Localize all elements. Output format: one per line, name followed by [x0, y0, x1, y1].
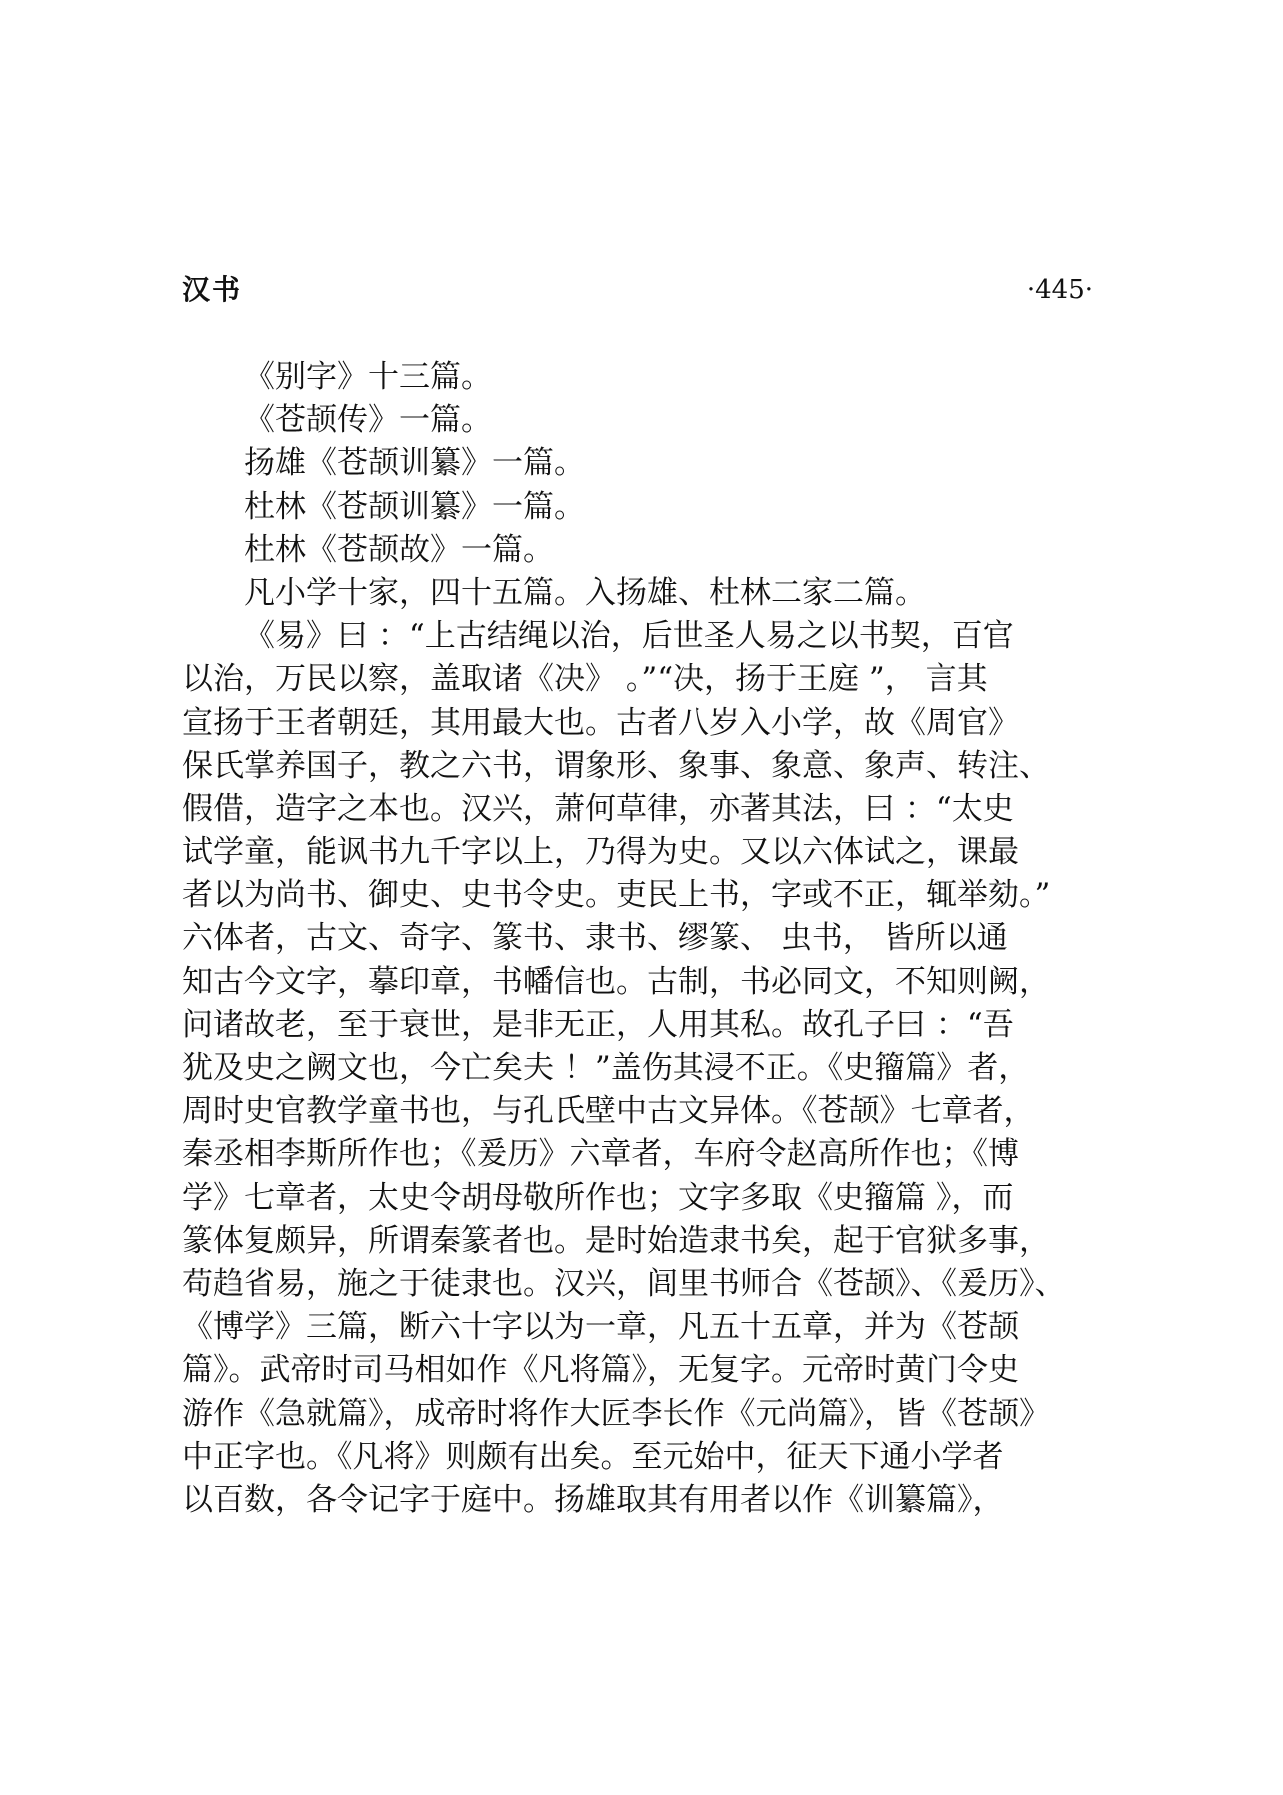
text-line: 者以为尚书、御史、史书令史。吏民上书，字或不正，辄举劾。”: [182, 877, 1051, 914]
text-line: 宣扬于王者朝廷，其用最大也。古者八岁入小学，故《周官》: [182, 704, 1019, 741]
text-line: 《易》曰 ：“上古结绳以治，后世圣人易之以书契，百官: [244, 618, 1014, 655]
text-line: 《博学》三篇，断六十字以为一章，凡五十五章，并为《苍颉: [182, 1309, 1019, 1346]
text-line: 游作《急就篇》，成帝时将作大匠李长作《元尚篇》，皆《苍颉》: [182, 1395, 1050, 1432]
text-line: 篆体复颇异，所谓秦篆者也。是时始造隶书矣，起于官狱多事，: [182, 1222, 1050, 1259]
text-line: 以治，万民以察，盖取诸《决》 。”“决，扬于王庭 ”， 言其: [182, 661, 988, 698]
text-line: 篇》。武帝时司马相如作《凡将篇》，无复字。元帝时黄门令史: [182, 1352, 1019, 1389]
body-text: [182, 356, 1122, 1522]
text-line: 周时史官教学童书也，与孔氏壁中古文异体。《苍颉》七章者，: [182, 1093, 1035, 1130]
text-line: 六体者，古文、奇字、篆书、隶书、缪篆、 虫书， 皆所以通: [182, 920, 1008, 957]
text-line: 假借，造字之本也。汉兴，萧何草律，亦著其法，曰 ：“太史: [182, 790, 1014, 827]
text-line: 犹及史之阙文也，今亡矣夫 ！”盖伤其浸不正。《史籀篇》者，: [182, 1050, 1030, 1086]
text-line: 杜林《苍颉故》一篇。: [244, 531, 554, 568]
text-line: 扬雄《苍颉训纂》一篇。: [244, 445, 585, 482]
text-line: 知古今文字，摹印章，书幡信也。古制，书必同文，不知则阙，: [182, 963, 1050, 1000]
text-line: 秦丞相李斯所作也；《爰历》六章者，车府令赵高所作也；《博: [182, 1136, 1019, 1173]
book-title: 汉书: [182, 273, 243, 306]
text-line: 试学童，能讽书九千字以上，乃得为史。又以六体试之，课最: [182, 834, 1019, 871]
text-line: 以百数，各令记字于庭中。扬雄取其有用者以作《训纂篇》，: [182, 1481, 1004, 1518]
text-line: 杜林《苍颉训纂》一篇。: [244, 488, 585, 525]
text-line: 中正字也。《凡将》则颇有出矣。至元始中，征天下通小学者: [182, 1438, 1004, 1475]
page-header: [0, 268, 1283, 312]
text-line: 苟趋省易，施之于徒隶也。汉兴，闾里书师合《苍颉》、《爰历》、: [182, 1265, 1066, 1302]
text-line: 凡小学十家，四十五篇。入扬雄、杜林二家二篇。: [244, 574, 926, 611]
page-number: ·445·: [1026, 275, 1093, 305]
text-line: 《苍颉传》一篇。: [244, 402, 492, 439]
text-line: 《别字》十三篇。: [244, 359, 492, 395]
text-line: 问诸故老，至于衰世，是非无正，人用其私。故孔子曰 ：“吾: [182, 1006, 1014, 1043]
text-line: 保氏掌养国子，教之六书，谓象形、象事、象意、象声、转注、: [182, 747, 1050, 784]
text-line: 学》七章者，太史令胡母敬所作也；文字多取《史籀篇 》，而: [182, 1179, 1014, 1216]
